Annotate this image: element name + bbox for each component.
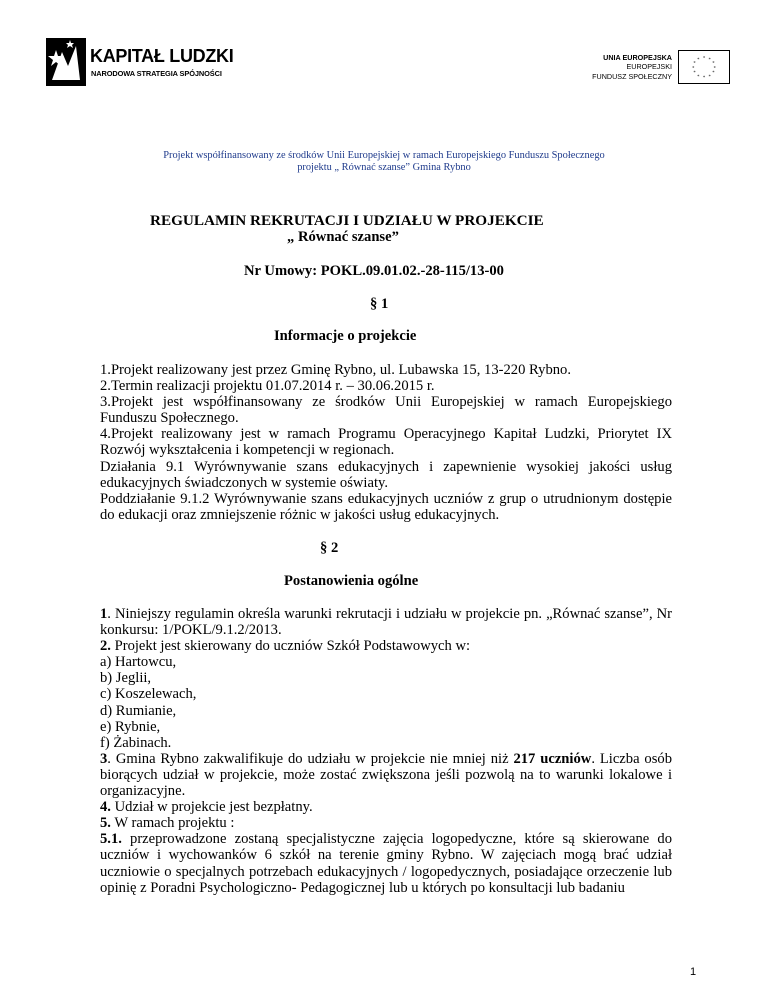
svg-text:*: * xyxy=(697,74,700,80)
s2-point-5-1 xyxy=(100,831,672,895)
kapital-ludzki-subtitle: NARODOWA STRATEGIA SPÓJNOŚCI xyxy=(91,69,222,78)
svg-text:*: * xyxy=(708,74,711,80)
s1-item-2: 2.Termin realizacji projektu 01.07.2014 r. – 30.06.2015 r. xyxy=(100,378,435,395)
kapital-ludzki-logo xyxy=(40,32,234,94)
section-2-number: § 2 xyxy=(320,540,339,556)
school-list-item: d) Rumianie, xyxy=(100,702,177,719)
s2-point-3-text-a: . Gmina Rybno zakwalifikuje do udziału w projekcie nie mniej niż xyxy=(107,750,514,767)
svg-text:*: * xyxy=(693,61,696,67)
s2-point-1-number: 1 xyxy=(100,606,108,622)
s1-item-6: Poddziałanie 9.1.2 Wyrównywanie szans edukacyjnych uczniów z grup o utrudnionym dostępie do edukacji oraz zmniejszenie różnic w jakości usług edukacyjnych. xyxy=(100,490,672,523)
s2-point-1-text: . Niniejszy regulamin określa warunki rekrutacji i udziału w projekcie pn. „Równać szanse”, Nr konkursu: 1/POKL/9.1.2/2013. xyxy=(100,606,672,639)
page-number: 1 xyxy=(690,966,697,978)
section-1-number: § 1 xyxy=(370,296,389,312)
s2-point-1 xyxy=(100,606,672,638)
s1-item-5: Działania 9.1 Wyrównywanie szans edukacyjnych i zapewnienie wysokiej jakości usług edukacyjnych świadczonych w systemie oświaty. xyxy=(100,458,672,491)
s2-point-4-number: 4. xyxy=(100,799,111,816)
eu-logo-text xyxy=(592,53,672,81)
section-2-body xyxy=(100,606,672,896)
s2-point-5-text: W ramach projektu : xyxy=(110,815,235,832)
s2-point-3-count: 217 uczniów xyxy=(513,750,592,767)
eu-logo-line1: UNIA EUROPEJSKA xyxy=(603,53,672,62)
eu-logo-line3: FUNDUSZ SPOŁECZNY xyxy=(592,71,672,81)
s2-point-3-number: 3 xyxy=(100,750,108,767)
s1-item-4: 4.Projekt realizowany jest w ramach Programu Operacyjnego Kapitał Ludzki, Priorytet IX Rozwój wykształcenia i kompetencji w regionach. xyxy=(100,426,672,459)
section-2-heading: Postanowienia ogólne xyxy=(284,573,419,589)
svg-text:*: * xyxy=(693,71,696,77)
s1-item-1: 1.Projekt realizowany jest przez Gminę Rybno, ul. Lubawska 15, 13-220 Rybno. xyxy=(100,362,572,378)
project-name: „ Równać szanse” xyxy=(287,229,399,245)
project-note-line1: Projekt współfinansowany ze środków Unii Europejskiej w ramach Europejskiego Funduszu Społecznego xyxy=(163,150,605,161)
svg-text:*: * xyxy=(712,61,715,67)
school-list-item: e) Rybnie, xyxy=(100,718,161,735)
s2-point-4 xyxy=(100,799,672,815)
svg-text:*: * xyxy=(697,57,700,63)
school-list-item: a) Hartowcu, xyxy=(100,654,177,671)
svg-text:*: * xyxy=(702,56,706,62)
kapital-ludzki-emblem-icon xyxy=(40,32,90,94)
school-list-item: f) Żabinach. xyxy=(100,734,172,751)
eu-logo-line2: EUROPEJSKI xyxy=(626,62,672,72)
svg-text:*: * xyxy=(692,66,695,72)
s2-point-5-1-text: przeprowadzone zostaną specjalistyczne zajęcia logopedyczne, które są skierowane do uczniów i wychowanków 6 szkół na terenie gminy Rybno. W zajęciach mogą brać udział uczniowie o specjalnych potrzebach edukacyjnych / logopedycznych, posiadające orzeczenie lub opinię z Poradni Psychologiczno- Pedagogicznej lub u których po konsultacji lub badaniu xyxy=(100,831,672,896)
s2-point-2-text: Projekt jest skierowany do uczniów Szkół Podstawowych w: xyxy=(110,638,471,655)
eu-logo xyxy=(560,50,730,86)
s2-point-2 xyxy=(100,638,672,654)
s2-point-3 xyxy=(100,751,672,799)
contract-number: Nr Umowy: POKL.09.01.02.-28-115/13-00 xyxy=(244,263,504,279)
svg-text:*: * xyxy=(713,66,716,72)
s2-point-5-1-number: 5.1. xyxy=(100,831,122,848)
svg-text:*: * xyxy=(708,57,711,63)
section-1-heading: Informacje o projekcie xyxy=(274,328,417,344)
school-list-item: b) Jeglii, xyxy=(100,670,152,687)
s1-item-3: 3.Projekt jest współfinansowany ze środków Unii Europejskiej w ramach Europejskiego Funduszu Społecznego. xyxy=(100,394,672,427)
svg-text:*: * xyxy=(712,71,715,77)
s2-point-5 xyxy=(100,815,672,831)
school-list-item: c) Koszelewach, xyxy=(100,686,197,703)
s2-point-5-number: 5. xyxy=(100,815,111,832)
document-title: REGULAMIN REKRUTACJI I UDZIAŁU W PROJEKCIE xyxy=(150,212,544,229)
project-cofinancing-note xyxy=(0,150,768,174)
s2-point-3-text-b: . Liczba osób biorących udział w projekcie, może zostać zwiększona jeśli pozwolą na to warunki lokalowe i organizacyjne. xyxy=(100,750,673,800)
svg-text:*: * xyxy=(702,76,706,82)
s2-point-4-text: Udział w projekcie jest bezpłatny. xyxy=(110,799,313,816)
s2-point-2-number: 2. xyxy=(100,638,111,655)
project-note-line2: projektu „ Równać szanse” Gmina Rybno xyxy=(297,162,471,173)
eu-flag-icon xyxy=(678,50,730,84)
kapital-ludzki-title: KAPITAŁ LUDZKI xyxy=(90,46,234,66)
section-1-body xyxy=(100,362,672,523)
